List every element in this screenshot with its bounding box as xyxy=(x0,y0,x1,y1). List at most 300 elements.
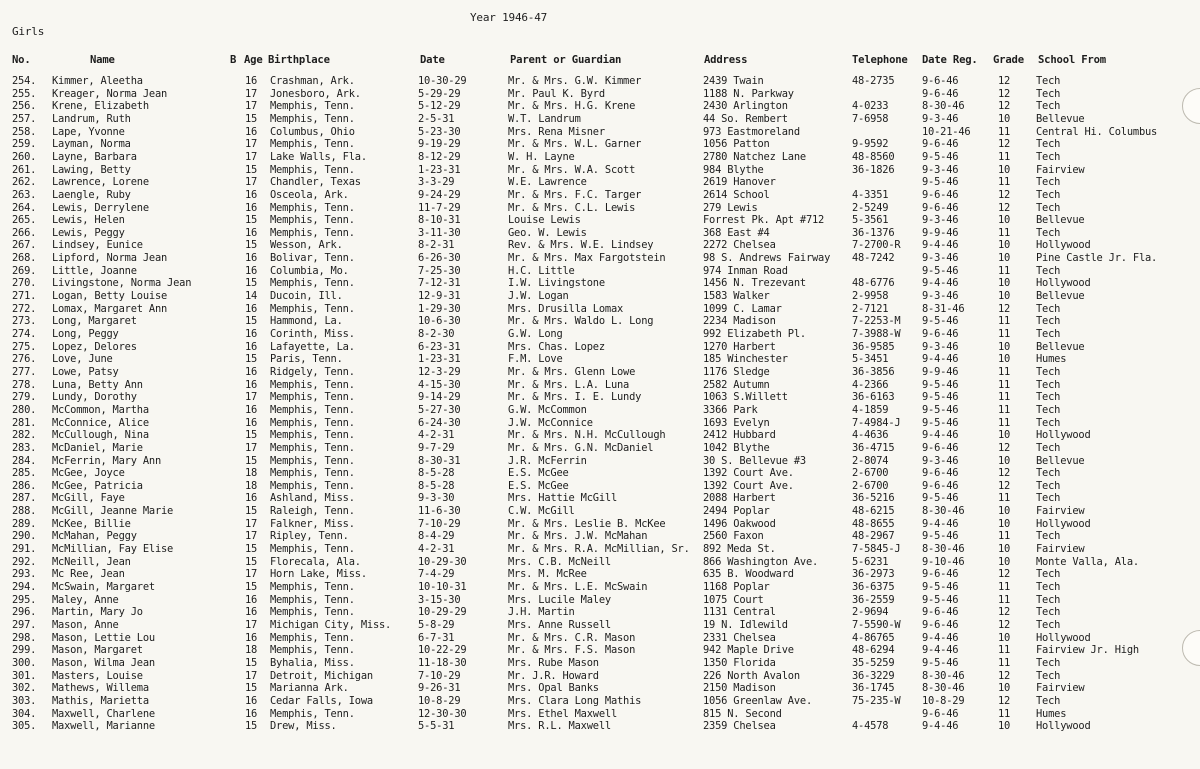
school-from: Hollywood xyxy=(1036,720,1091,733)
student-name: McGill, Faye xyxy=(52,492,125,505)
parent-guardian: W.E. Lawrence xyxy=(508,176,587,189)
student-name: Lowe, Patsy xyxy=(52,365,119,378)
telephone: 5-3451 xyxy=(852,353,889,366)
row-number: 282. xyxy=(12,429,37,442)
school-from: Tech xyxy=(1036,618,1061,631)
header-b: B xyxy=(230,54,237,66)
row-number: 280. xyxy=(12,403,37,416)
birthplace: Raleigh, Tenn. xyxy=(270,505,355,518)
table-row xyxy=(0,530,1200,543)
header-name: Name xyxy=(90,54,115,66)
address: 892 Meda St. xyxy=(703,543,776,556)
row-number: 256. xyxy=(12,100,37,113)
table-row xyxy=(0,492,1200,505)
birthplace: Chandler, Texas xyxy=(270,176,361,189)
grade: 10 xyxy=(998,290,1011,303)
parent-guardian: G.W. McCommon xyxy=(508,403,587,416)
telephone: 48-8655 xyxy=(852,517,895,530)
school-from: Tech xyxy=(1036,669,1061,682)
date-registered: 9-5-46 xyxy=(922,378,959,391)
birthplace: Memphis, Tenn. xyxy=(270,707,355,720)
address: Forrest Pk. Apt #712 xyxy=(703,214,825,227)
birth-date: 10-22-29 xyxy=(418,644,467,657)
date-registered: 9-4-46 xyxy=(922,517,959,530)
table-row xyxy=(0,429,1200,442)
grade: 10 xyxy=(998,720,1011,733)
student-name: Lewis, Derrylene xyxy=(52,201,149,214)
table-row xyxy=(0,568,1200,581)
parent-guardian: J.W. Logan xyxy=(508,290,569,303)
table-row xyxy=(0,505,1200,518)
telephone: 36-1745 xyxy=(852,682,895,695)
birth-date: 6-7-31 xyxy=(418,631,455,644)
telephone: 36-9585 xyxy=(852,340,895,353)
header-date-reg: Date Reg. xyxy=(922,54,978,66)
row-number: 294. xyxy=(12,581,37,593)
date-registered: 9-6-46 xyxy=(922,568,959,581)
address: 1188 N. Parkway xyxy=(703,87,794,100)
table-row xyxy=(0,543,1200,556)
birthplace: Memphis, Tenn. xyxy=(270,581,355,593)
date-registered: 8-30-46 xyxy=(922,682,965,695)
school-from: Hollywood xyxy=(1036,277,1091,290)
parent-guardian: Mr. & Mrs. F.S. Mason xyxy=(508,644,636,657)
address: 30 S. Bellevue #3 xyxy=(703,454,806,467)
birth-date: 7-12-31 xyxy=(418,277,461,290)
table-row xyxy=(0,695,1200,708)
table-row xyxy=(0,138,1200,151)
grade: 11 xyxy=(998,403,1011,416)
school-from: Tech xyxy=(1036,479,1061,492)
date-registered: 9-10-46 xyxy=(922,555,965,568)
date-registered: 9-9-46 xyxy=(922,226,959,239)
table-row xyxy=(0,581,1200,594)
date-registered: 9-3-46 xyxy=(922,214,959,227)
grade: 12 xyxy=(998,201,1011,214)
row-number: 255. xyxy=(12,87,37,100)
ledger-title: Year 1946-47 xyxy=(470,11,548,24)
birth-date: 7-10-29 xyxy=(418,517,461,530)
birthplace: Osceola, Ark. xyxy=(270,188,349,201)
student-name: Lipford, Norma Jean xyxy=(52,252,168,265)
school-from: Tech xyxy=(1036,593,1061,606)
telephone: 9-9592 xyxy=(852,138,889,151)
telephone: 2-6700 xyxy=(852,479,889,492)
grade: 12 xyxy=(998,467,1011,480)
birth-date: 8-5-28 xyxy=(418,479,455,492)
parent-guardian: W. H. Layne xyxy=(508,150,575,163)
grade: 10 xyxy=(998,454,1011,467)
header-address: Address xyxy=(704,54,748,66)
student-name: Long, Peggy xyxy=(52,328,119,340)
student-name: Logan, Betty Louise xyxy=(52,290,168,303)
grade: 12 xyxy=(998,75,1011,87)
birthplace: Memphis, Tenn. xyxy=(270,214,355,227)
row-number: 254. xyxy=(12,75,37,87)
birthplace: Crashman, Ark. xyxy=(270,75,355,87)
date-registered: 9-4-46 xyxy=(922,429,959,442)
telephone: 48-8560 xyxy=(852,150,895,163)
student-name: McDaniel, Marie xyxy=(52,441,143,454)
table-row xyxy=(0,88,1200,101)
date-registered: 9-6-46 xyxy=(922,618,959,631)
birth-date: 5-12-29 xyxy=(418,100,461,113)
row-number: 292. xyxy=(12,555,37,568)
student-age: 15 xyxy=(245,163,258,176)
header-date: Date xyxy=(420,54,445,66)
grade: 11 xyxy=(998,391,1011,404)
student-age: 16 xyxy=(245,188,258,201)
address: 1392 Court Ave. xyxy=(703,467,794,480)
birth-date: 12-9-31 xyxy=(418,290,461,303)
address: 2619 Hanover xyxy=(703,176,776,189)
telephone: 36-3229 xyxy=(852,669,895,682)
date-registered: 9-5-46 xyxy=(922,315,959,328)
birthplace: Lafayette, La. xyxy=(270,340,355,353)
student-age: 17 xyxy=(245,530,258,543)
grade: 11 xyxy=(998,264,1011,277)
school-from: Tech xyxy=(1036,365,1061,378)
telephone: 2-6700 xyxy=(852,467,889,480)
address: 2430 Arlington xyxy=(703,100,788,113)
telephone: 4-4578 xyxy=(852,720,889,733)
school-from: Humes xyxy=(1036,707,1067,720)
grade: 10 xyxy=(998,555,1011,568)
date-registered: 9-4-46 xyxy=(922,353,959,366)
student-age: 16 xyxy=(245,403,258,416)
student-name: McKee, Billie xyxy=(52,517,131,530)
table-row xyxy=(0,100,1200,113)
parent-guardian: W.T. Landrum xyxy=(508,112,581,125)
school-from: Tech xyxy=(1036,226,1061,239)
date-registered: 9-5-46 xyxy=(922,391,959,404)
grade: 12 xyxy=(998,606,1011,619)
school-from: Tech xyxy=(1036,530,1061,543)
telephone: 48-7242 xyxy=(852,252,895,265)
row-number: 259. xyxy=(12,138,37,151)
row-number: 267. xyxy=(12,239,37,252)
student-age: 15 xyxy=(245,555,258,568)
school-from: Tech xyxy=(1036,656,1061,669)
birth-date: 7-25-30 xyxy=(418,264,461,277)
grade: 10 xyxy=(998,353,1011,366)
table-row xyxy=(0,644,1200,657)
school-from: Tech xyxy=(1036,694,1061,707)
grade: 11 xyxy=(998,492,1011,505)
table-row xyxy=(0,75,1200,88)
birth-date: 10-30-29 xyxy=(418,75,467,87)
school-from: Tech xyxy=(1036,188,1061,201)
table-row xyxy=(0,341,1200,354)
birthplace: Florecala, Ala. xyxy=(270,555,361,568)
date-registered: 9-6-46 xyxy=(922,328,959,340)
telephone: 35-5259 xyxy=(852,656,895,669)
student-name: Kreager, Norma Jean xyxy=(52,87,168,100)
date-registered: 9-5-46 xyxy=(922,593,959,606)
grade: 11 xyxy=(998,581,1011,593)
school-from: Tech xyxy=(1036,264,1061,277)
birthplace: Columbus, Ohio xyxy=(270,125,355,138)
parent-guardian: Mr. Paul K. Byrd xyxy=(508,87,605,100)
row-number: 266. xyxy=(12,226,37,239)
telephone: 36-2559 xyxy=(852,593,895,606)
student-age: 15 xyxy=(245,581,258,593)
school-from: Tech xyxy=(1036,176,1061,189)
date-registered: 9-9-46 xyxy=(922,365,959,378)
address: 368 East #4 xyxy=(703,226,770,239)
student-age: 15 xyxy=(245,682,258,695)
address: 1496 Oakwood xyxy=(703,517,776,530)
student-name: Lape, Yvonne xyxy=(52,125,125,138)
student-age: 17 xyxy=(245,87,258,100)
birthplace: Jonesboro, Ark. xyxy=(270,87,361,100)
date-registered: 9-5-46 xyxy=(922,176,959,189)
school-from: Fairview xyxy=(1036,682,1085,695)
address: 2272 Chelsea xyxy=(703,239,776,252)
grade: 12 xyxy=(998,479,1011,492)
birthplace: Ripley, Tenn. xyxy=(270,530,349,543)
table-row xyxy=(0,315,1200,328)
table-row xyxy=(0,303,1200,316)
date-registered: 8-30-46 xyxy=(922,100,965,113)
row-number: 273. xyxy=(12,315,37,328)
address: 866 Washington Ave. xyxy=(703,555,819,568)
school-from: Tech xyxy=(1036,568,1061,581)
birth-date: 1-29-30 xyxy=(418,302,461,315)
birth-date: 8-12-29 xyxy=(418,150,461,163)
student-name: McCullough, Nina xyxy=(52,429,149,442)
address: 973 Eastmoreland xyxy=(703,125,800,138)
school-from: Tech xyxy=(1036,302,1061,315)
birth-date: 8-5-28 xyxy=(418,467,455,480)
birthplace: Bolivar, Tenn. xyxy=(270,252,355,265)
birthplace: Michigan City, Miss. xyxy=(270,618,392,631)
school-from: Tech xyxy=(1036,492,1061,505)
address: 1131 Central xyxy=(703,606,776,619)
row-number: 297. xyxy=(12,618,37,631)
header-grade: Grade xyxy=(993,54,1024,66)
student-name: Mason, Margaret xyxy=(52,644,143,657)
school-from: Hollywood xyxy=(1036,239,1091,252)
birth-date: 1-23-31 xyxy=(418,163,461,176)
address: 44 So. Rembert xyxy=(703,112,788,125)
row-number: 289. xyxy=(12,517,37,530)
student-name: Lewis, Helen xyxy=(52,214,125,227)
row-number: 283. xyxy=(12,441,37,454)
address: 2614 School xyxy=(703,188,770,201)
telephone: 48-6294 xyxy=(852,644,895,657)
school-from: Tech xyxy=(1036,581,1061,593)
table-row xyxy=(0,176,1200,189)
grade: 10 xyxy=(998,252,1011,265)
table-row xyxy=(0,556,1200,569)
school-from: Pine Castle Jr. Fla. xyxy=(1036,252,1158,265)
birthplace: Memphis, Tenn. xyxy=(270,454,355,467)
date-registered: 9-3-46 xyxy=(922,112,959,125)
grade: 12 xyxy=(998,694,1011,707)
telephone: 36-6163 xyxy=(852,391,895,404)
student-name: Mason, Anne xyxy=(52,618,119,631)
birthplace: Hammond, La. xyxy=(270,315,343,328)
date-registered: 9-5-46 xyxy=(922,416,959,429)
telephone: 48-2735 xyxy=(852,75,895,87)
birth-date: 6-24-30 xyxy=(418,416,461,429)
table-row xyxy=(0,518,1200,531)
student-age: 17 xyxy=(245,100,258,113)
school-from: Bellevue xyxy=(1036,214,1085,227)
birthplace: Memphis, Tenn. xyxy=(270,644,355,657)
date-registered: 9-6-46 xyxy=(922,188,959,201)
table-row xyxy=(0,606,1200,619)
birthplace: Drew, Miss. xyxy=(270,720,337,733)
birthplace: Memphis, Tenn. xyxy=(270,201,355,214)
student-name: Lopez, Delores xyxy=(52,340,137,353)
student-name: Maley, Anne xyxy=(52,593,119,606)
address: 815 N. Second xyxy=(703,707,782,720)
address: 942 Maple Drive xyxy=(703,644,794,657)
birth-date: 11-6-30 xyxy=(418,505,461,518)
parent-guardian: Mr. & Mrs. Max Fargotstein xyxy=(508,252,666,265)
student-name: McMillian, Fay Elise xyxy=(52,543,174,556)
grade: 12 xyxy=(998,138,1011,151)
school-from: Tech xyxy=(1036,378,1061,391)
parent-guardian: Mrs. Drusilla Lomax xyxy=(508,302,624,315)
birth-date: 10-29-30 xyxy=(418,555,467,568)
student-age: 17 xyxy=(245,441,258,454)
row-number: 270. xyxy=(12,277,37,290)
birth-date: 4-2-31 xyxy=(418,429,455,442)
student-age: 16 xyxy=(245,125,258,138)
address: 2582 Autumn xyxy=(703,378,770,391)
student-age: 18 xyxy=(245,644,258,657)
parent-guardian: Mrs. Ethel Maxwell xyxy=(508,707,618,720)
birth-date: 8-4-29 xyxy=(418,530,455,543)
date-registered: 8-30-46 xyxy=(922,543,965,556)
address: 1583 Walker xyxy=(703,290,770,303)
school-from: Tech xyxy=(1036,416,1061,429)
school-from: Tech xyxy=(1036,138,1061,151)
date-registered: 8-30-46 xyxy=(922,669,965,682)
parent-guardian: Mr. & Mrs. Leslie B. McKee xyxy=(508,517,666,530)
telephone: 7-3988-W xyxy=(852,328,901,340)
student-age: 16 xyxy=(245,707,258,720)
telephone: 36-1826 xyxy=(852,163,895,176)
student-age: 17 xyxy=(245,150,258,163)
birth-date: 7-4-29 xyxy=(418,568,455,581)
grade: 11 xyxy=(998,530,1011,543)
telephone: 7-2700-R xyxy=(852,239,901,252)
birthplace: Ducoin, Ill. xyxy=(270,290,343,303)
address: 1456 N. Trezevant xyxy=(703,277,806,290)
telephone: 36-1376 xyxy=(852,226,895,239)
row-number: 304. xyxy=(12,707,37,720)
student-age: 16 xyxy=(245,252,258,265)
parent-guardian: Mr. & Mrs. Glenn Lowe xyxy=(508,365,636,378)
date-registered: 9-3-46 xyxy=(922,252,959,265)
student-name: McMahan, Peggy xyxy=(52,530,137,543)
grade: 11 xyxy=(998,593,1011,606)
school-from: Bellevue xyxy=(1036,290,1085,303)
student-name: Martin, Mary Jo xyxy=(52,606,143,619)
parent-guardian: Mrs. M. McRee xyxy=(508,568,587,581)
parent-guardian: Mrs. Rube Mason xyxy=(508,656,599,669)
student-age: 15 xyxy=(245,353,258,366)
student-age: 15 xyxy=(245,454,258,467)
row-number: 265. xyxy=(12,214,37,227)
table-row xyxy=(0,353,1200,366)
table-row xyxy=(0,467,1200,480)
table-row xyxy=(0,164,1200,177)
address: 1270 Harbert xyxy=(703,340,776,353)
table-row xyxy=(0,594,1200,607)
student-age: 17 xyxy=(245,517,258,530)
student-name: McNeill, Jean xyxy=(52,555,131,568)
parent-guardian: Mr. & Mrs. F.C. Targer xyxy=(508,188,642,201)
section-label: Girls xyxy=(12,25,45,38)
school-from: Hollywood xyxy=(1036,429,1091,442)
date-registered: 9-5-46 xyxy=(922,403,959,416)
telephone: 4-1859 xyxy=(852,403,889,416)
telephone: 5-3561 xyxy=(852,214,889,227)
birthplace: Byhalia, Miss. xyxy=(270,656,355,669)
telephone: 5-6231 xyxy=(852,555,889,568)
parent-guardian: Mr. & Mrs. N.H. McCullough xyxy=(508,429,666,442)
row-number: 288. xyxy=(12,505,37,518)
school-from: Central Hi. Columbus xyxy=(1036,125,1158,138)
student-name: Love, June xyxy=(52,353,113,366)
row-number: 277. xyxy=(12,365,37,378)
grade: 12 xyxy=(998,568,1011,581)
birthplace: Corinth, Miss. xyxy=(270,328,355,340)
grade: 11 xyxy=(998,378,1011,391)
date-registered: 9-3-46 xyxy=(922,290,959,303)
table-row xyxy=(0,151,1200,164)
parent-guardian: Mr. & Mrs. L.A. Luna xyxy=(508,378,630,391)
table-row xyxy=(0,277,1200,290)
grade: 11 xyxy=(998,416,1011,429)
grade: 11 xyxy=(998,226,1011,239)
student-age: 17 xyxy=(245,618,258,631)
student-name: Lomax, Margaret Ann xyxy=(52,302,168,315)
birthplace: Memphis, Tenn. xyxy=(270,416,355,429)
student-age: 16 xyxy=(245,365,258,378)
school-from: Tech xyxy=(1036,75,1061,87)
birth-date: 11-7-29 xyxy=(418,201,461,214)
birth-date: 6-26-30 xyxy=(418,252,461,265)
grade: 10 xyxy=(998,112,1011,125)
parent-guardian: Mr. & Mrs. I. E. Lundy xyxy=(508,391,642,404)
student-age: 16 xyxy=(245,264,258,277)
telephone: 7-4984-J xyxy=(852,416,901,429)
student-name: Mathews, Willema xyxy=(52,682,149,695)
parent-guardian: J.H. Martin xyxy=(508,606,575,619)
row-number: 299. xyxy=(12,644,37,657)
school-from: Monte Valla, Ala. xyxy=(1036,555,1139,568)
address: 1042 Blythe xyxy=(703,441,770,454)
birth-date: 12-3-29 xyxy=(418,365,461,378)
student-name: McGee, Joyce xyxy=(52,467,125,480)
birth-date: 9-24-29 xyxy=(418,188,461,201)
birth-date: 2-5-31 xyxy=(418,112,455,125)
address: 1693 Evelyn xyxy=(703,416,770,429)
date-registered: 9-4-46 xyxy=(922,644,959,657)
row-number: 263. xyxy=(12,188,37,201)
parent-guardian: Mr. & Mrs. L.E. McSwain xyxy=(508,581,648,593)
date-registered: 9-4-46 xyxy=(922,720,959,733)
date-registered: 8-30-46 xyxy=(922,505,965,518)
student-name: Lawrence, Lorene xyxy=(52,176,149,189)
grade: 12 xyxy=(998,669,1011,682)
